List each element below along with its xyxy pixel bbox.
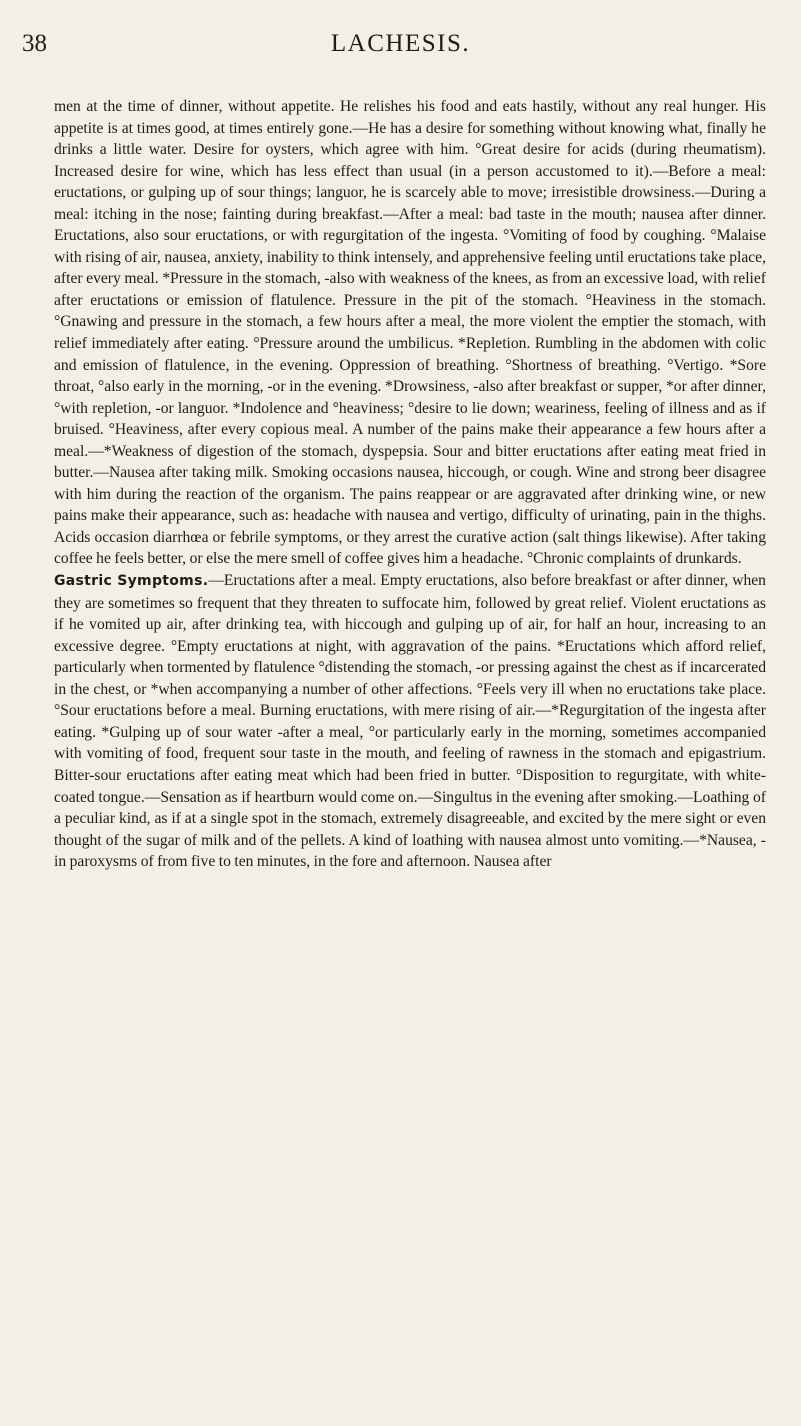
section-heading-gastric: Gastric Symptoms.: [54, 573, 209, 590]
paragraph-gastric-symptoms: [54, 570, 766, 873]
gastric-symptoms-text: —Eructations after a meal. Empty eructations, also before breakfast or after dinner, when they are sometimes so frequent that they threaten to suffocate him, followed by great relief. Violent eructations as if he vomited up air, after drinking tea, with hiccough and gulping up of air, for half an hour, increasing to an excessive degree. °Empty eructations at night, with aggravation of the pains. *Eructations which afford relief, particularly when tormented by flatulence °distending the stomach, -or pressing against the chest as if incarcerated in the chest, or *when accompanying a number of other affections. °Feels very ill when no eructations take place. °Sour eructations before a meal. Burning eructations, with mere rising of air.—*Regurgitation of the ingesta after eating. *Gulping up of sour water -after a meal, °or particularly early in the morning, sometimes accompanied with vomiting of food, frequent sour taste in the mouth, and feeling of rawness in the stomach and epigastrium. Bitter-sour eructations after eating meat which had been fried in butter. °Disposition to regurgitate, with white-coated tongue.—Sensation as if heartburn would come on.—Singultus in the evening after smoking.—Loathing of a peculiar kind, as if at a single spot in the stomach, extremely disagreeable, and excited by the mere sight or even thought of the sugar of milk and of the pellets. A kind of loathing with nausea almost unto vomiting.—*Nausea, -in paroxysms of from five to ten minutes, in the fore and afternoon. Nausea after: [54, 572, 766, 871]
paragraph-appetite: men at the time of dinner, without appetite. He relishes his food and eats hastily, without any real hunger. His appetite is at times good, at times entirely gone.—He has a desire for something without knowing what, finally he drinks a little water. Desire for oysters, which agree with him. °Great desire for acids (during rheumatism). Increased desire for wine, which has less effect than usual (in a person accustomed to it).—Before a meal: eructations, or gulping up of sour things; languor, he is scarcely able to move; irresistible drowsiness.—During a meal: itching in the nose; fainting during breakfast.—After a meal: bad taste in the mouth; nausea after dinner. Eructations, also sour eructations, or with regurgitation of the ingesta. °Vomiting of food by coughing. °Malaise with rising of air, nausea, anxiety, inability to think intensely, and apprehensive feeling until eructations take place, after every meal. *Pressure in the stomach, -also with weakness of the knees, as from an excessive load, with relief after eructations or emission of flatulence. Pressure in the pit of the stomach. °Heaviness in the stomach. °Gnawing and pressure in the stomach, a few hours after a meal, the more violent the emptier the stomach, with relief immediately after eating. °Pressure around the umbilicus. *Repletion. Rumbling in the abdomen with colic and emission of flatulence, in the evening. Oppression of breathing. °Shortness of breathing. °Vertigo. *Sore throat, °also early in the morning, -or in the evening. *Drowsiness, -also after breakfast or supper, *or after dinner, °with repletion, -or languor. *Indolence and °heaviness; °desire to lie down; weariness, feeling of illness and as if bruised. °Heaviness, after every copious meal. A number of the pains make their appearance a few hours after a meal.—*Weakness of digestion of the stomach, dyspepsia. Sour and bitter eructations after eating meat fried in butter.—Nausea after taking milk. Smoking occasions nausea, hiccough, or cough. Wine and strong beer disagree with him during the reaction of the organism. The pains reappear or are aggravated after drinking wine, or new pains make their appearance, such as: headache with nausea and vertigo, difficulty of urinating, pain in the thighs. Acids occasion diarrhœa or febrile symptoms, or they arrest the curative action (salt things likewise). After taking coffee he feels better, or else the mere smell of coffee gives him a headache. °Chronic complaints of drunkards.: [54, 98, 766, 568]
running-title: LACHESIS.: [330, 30, 471, 57]
body-text: [54, 96, 766, 873]
page-number: 38: [22, 30, 47, 57]
page-header: [0, 30, 801, 70]
